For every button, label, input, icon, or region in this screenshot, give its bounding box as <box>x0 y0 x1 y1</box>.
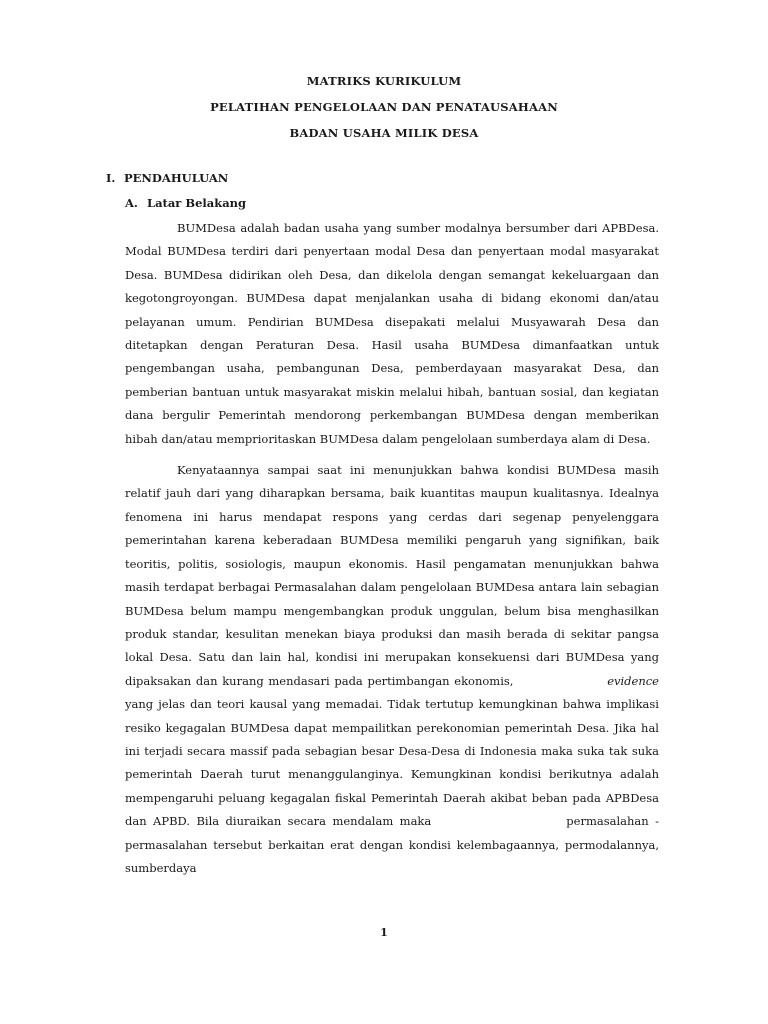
paragraph-2-before: Kenyataannya sampai saat ini menunjukkan bahwa kondisi BUMDesa masih relatif jauh dari yang diharapkan bersama, baik kuantitas maupun kualitasnya. Idealnya fenomena ini harus mendapat respons yang cerdas dari segenap penyelenggara pemerintahan karena keberadaan BUMDesa memiliki pengaruh yang signifikan, baik teoritis, politis, sosiologis, maupun ekonomis. Hasil pengamatan menunjukkan bahwa masih terdapat berbagai Permasalahan dalam pengelolaan BUMDesa antara lain sebagian BUMDesa belum mampu mengembangkan produk unggulan, belum bisa menghasilkan produk standar, kesulitan menekan biaya produksi dan masih berada di sekitar pangsa lokal Desa. Satu dan lain hal, kondisi ini merupakan konsekuensi dari BUMDesa yang dipaksakan dan kurang mendasari pada pertimbangan ekonomis, <box>125 463 659 688</box>
paragraph-1: BUMDesa adalah badan usaha yang sumber modalnya bersumber dari APBDesa. Modal BUMDesa terdiri dari penyertaan modal Desa dan penyertaan modal masyarakat Desa. BUMDesa didirikan oleh Desa, dan dikelola dengan semangat kekeluargaan dan kegotongroyongan. BUMDesa dapat menjalankan usaha di bidang ekonomi dan/atau pelayanan umum. Pendirian BUMDesa disepakati melalui Musyawarah Desa dan ditetapkan dengan Peraturan Desa. Hasil usaha BUMDesa dimanfaatkan untuk pengembangan usaha, pembangunan Desa, pemberdayaan masyarakat Desa, dan pemberian bantuan untuk masyarakat miskin melalui hibah, bantuan sosial, dan kegiatan dana bergulir Pemerintah mendorong perkembangan BUMDesa dengan memberikan hibah dan/atau memprioritaskan BUMDesa dalam pengelolaan sumberdaya alam di Desa. <box>125 221 659 446</box>
title-line-1: MATRIKS KURIKULUM <box>306 74 462 88</box>
subsection-heading <box>125 196 246 210</box>
subsection-title: Latar Belakang <box>147 196 247 210</box>
section-title: PENDAHULUAN <box>124 171 229 185</box>
section-heading <box>106 171 228 185</box>
body-text <box>125 217 659 880</box>
subsection-letter: A. <box>125 196 138 210</box>
paragraph-2-after: yang jelas dan teori kausal yang memadai. Tidak tertutup kemungkinan bahwa implikasi resiko kegagalan BUMDesa dapat mempailitkan perekonomian pemerintah Desa. Jika hal ini terjadi secara massif pada sebagian besar Desa-Desa di Indonesia maka suka tak suka pemerintah Daerah turut menanggulanginya. Kemungkinan kondisi berikutnya adalah mempengaruhi peluang kegagalan fiskal Pemerintah Daerah akibat beban pada APBDesa dan APBD. Bila diuraikan secara mendalam maka <box>125 697 659 829</box>
paragraph-2-italic-term: evidence <box>607 673 659 688</box>
section-number: I. <box>106 171 116 185</box>
paragraph-2 <box>125 459 659 880</box>
title-line-2: PELATIHAN PENGELOLAAN DAN PENATAUSAHAAN <box>210 100 558 114</box>
title-line-3: BADAN USAHA MILIK DESA <box>289 126 479 140</box>
document-title <box>0 72 768 150</box>
paragraph-2-end: permasalahan - permasalahan tersebut berkaitan erat dengan kondisi kelembagaannya, permodalannya, sumberdaya <box>125 814 659 875</box>
page-number: 1 <box>380 926 388 939</box>
